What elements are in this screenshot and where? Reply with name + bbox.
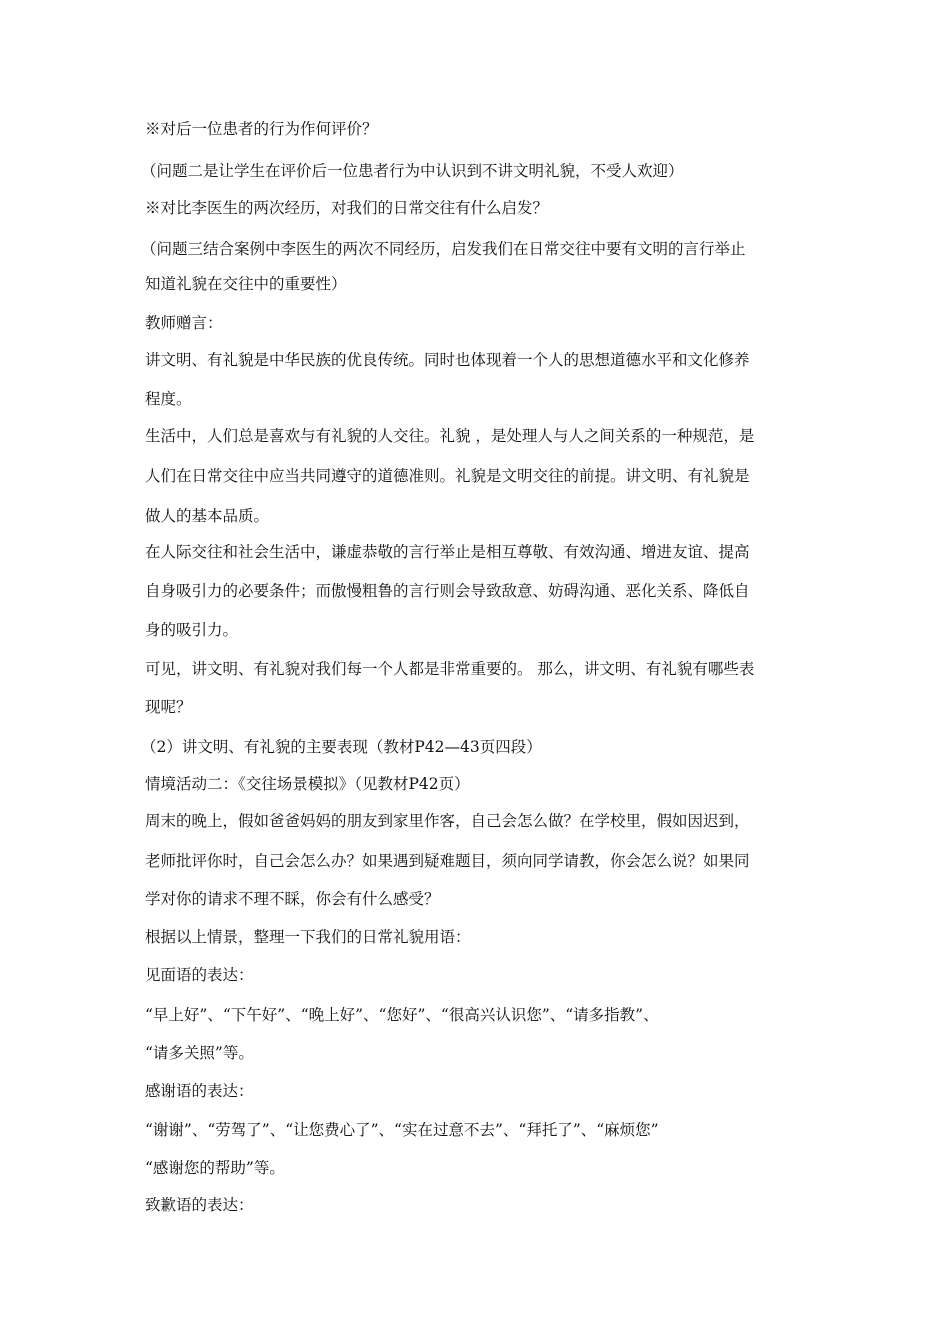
text-line: 教师赠言：	[145, 314, 223, 332]
text-line: “谢谢”、“劳驾了”、“让您费心了”、“实在过意不去”、“拜托了”、“麻烦您”	[145, 1121, 659, 1139]
text-line: 人们在日常交往中应当共同遵守的道德准则。礼貌是文明交往的前提。讲文明、有礼貌是	[145, 467, 750, 485]
text-line: （问题三结合案例中李医生的两次不同经历，启发我们在日常交往中要有文明的言行举止	[141, 240, 746, 258]
text-line: （问题二是让学生在评价后一位患者行为中认识到不讲文明礼貌，不受人欢迎）	[141, 162, 684, 180]
text-line: 现呢？	[145, 698, 192, 716]
text-line: 自身吸引力的必要条件；而傲慢粗鲁的言行则会导致敌意、妨碍沟通、恶化关系、降低自	[145, 582, 750, 600]
text-line: “早上好”、“下午好”、“晚上好”、“您好”、“很高兴认识您”、“请多指教”、	[145, 1006, 659, 1024]
text-line: ※对后一位患者的行为作何评价？	[145, 120, 378, 138]
text-line: 情境活动二：《交往场景模拟》（见教材P42页）	[145, 775, 470, 793]
text-line: 周末的晚上，假如爸爸妈妈的朋友到家里作客，自己会怎么做？在学校里，假如因迟到，	[145, 812, 750, 830]
text-line: 做人的基本品质。	[145, 507, 270, 525]
text-line: 程度。	[145, 390, 192, 408]
text-line: 致歉语的表达：	[145, 1196, 254, 1214]
text-line: “感谢您的帮助”等。	[145, 1159, 285, 1177]
text-line: ※对比李医生的两次经历，对我们的日常交往有什么启发？	[145, 199, 549, 217]
text-line: 可见，讲文明、有礼貌对我们每一个人都是非常重要的。 那么，讲文明、有礼貌有哪些表	[145, 660, 755, 678]
text-line: 学对你的请求不理不睬，你会有什么感受？	[145, 890, 440, 908]
text-line: 知道礼貌在交往中的重要性）	[145, 275, 347, 293]
text-line: 根据以上情景，整理一下我们的日常礼貌用语：	[145, 928, 471, 946]
text-line: 感谢语的表达：	[145, 1082, 254, 1100]
text-line: “请多关照”等。	[145, 1044, 254, 1062]
text-line: 讲文明、有礼貌是中华民族的优良传统。同时也体现着一个人的思想道德水平和文化修养	[145, 351, 750, 369]
text-line: 在人际交往和社会生活中，谦虚恭敬的言行举止是相互尊敬、有效沟通、增进友谊、提高	[145, 543, 750, 561]
text-line: 老师批评你时，自己会怎么办？如果遇到疑难题目，须向同学请教，你会怎么说？如果同	[145, 852, 750, 870]
text-line: 身的吸引力。	[145, 621, 239, 639]
text-line: （2）讲文明、有礼貌的主要表现（教材P42—43页四段）	[141, 738, 542, 756]
text-line: 生活中，人们总是喜欢与有礼貌的人交往。礼貌 ，是处理人与人之间关系的一种规范，是	[145, 427, 755, 445]
text-line: 见面语的表达：	[145, 966, 254, 984]
